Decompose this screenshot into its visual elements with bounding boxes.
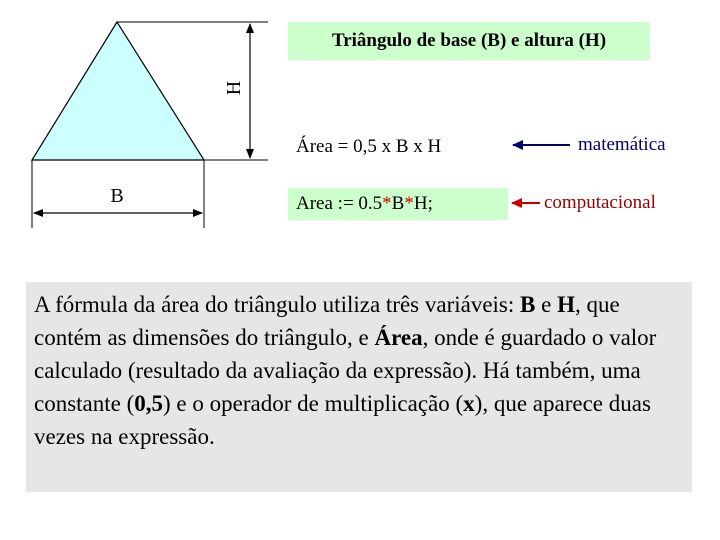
- comp-formula-part1: Area := 0.5: [296, 193, 383, 214]
- explanation-bold-h: H: [557, 292, 575, 317]
- comp-formula-star1: *: [382, 193, 392, 214]
- explanation-text-1: A fórmula da área do triângulo utiliza três variáveis:: [34, 292, 521, 317]
- computational-formula: [288, 188, 508, 220]
- explanation-bold-constant: 0,5: [134, 391, 164, 416]
- comp-formula-part3: H;: [413, 193, 433, 214]
- comp-tag: computacional: [544, 192, 656, 213]
- explanation-text-2: e: [535, 292, 558, 317]
- math-formula: Área = 0,5 x B x H: [296, 136, 442, 157]
- diagram-title: Triângulo de base (B) e altura (H): [288, 22, 650, 60]
- explanation-text-6: ), que aparece duas vezes na expressão.: [34, 391, 651, 449]
- base-label: B: [110, 185, 124, 207]
- explanation-text-5: ) e o operador de multiplicação (: [163, 391, 464, 416]
- comp-formula-star2: *: [404, 193, 414, 214]
- height-label: H: [223, 80, 245, 96]
- explanation-text-4: , onde é guardado o valor calculado (resultado da avaliação da expressão). Há também, uma constante (: [34, 325, 657, 416]
- explanation-text-3: , que contém as dimensões do triângulo, e: [34, 292, 620, 350]
- explanation-bold-operator: x: [463, 391, 475, 416]
- comp-formula-part2: B: [391, 193, 405, 214]
- explanation-box: [26, 282, 692, 492]
- explanation-bold-area: Área: [374, 325, 423, 350]
- math-tag: matemática: [578, 134, 666, 155]
- triangle-shape: [32, 22, 204, 160]
- explanation-bold-b: B: [520, 292, 536, 317]
